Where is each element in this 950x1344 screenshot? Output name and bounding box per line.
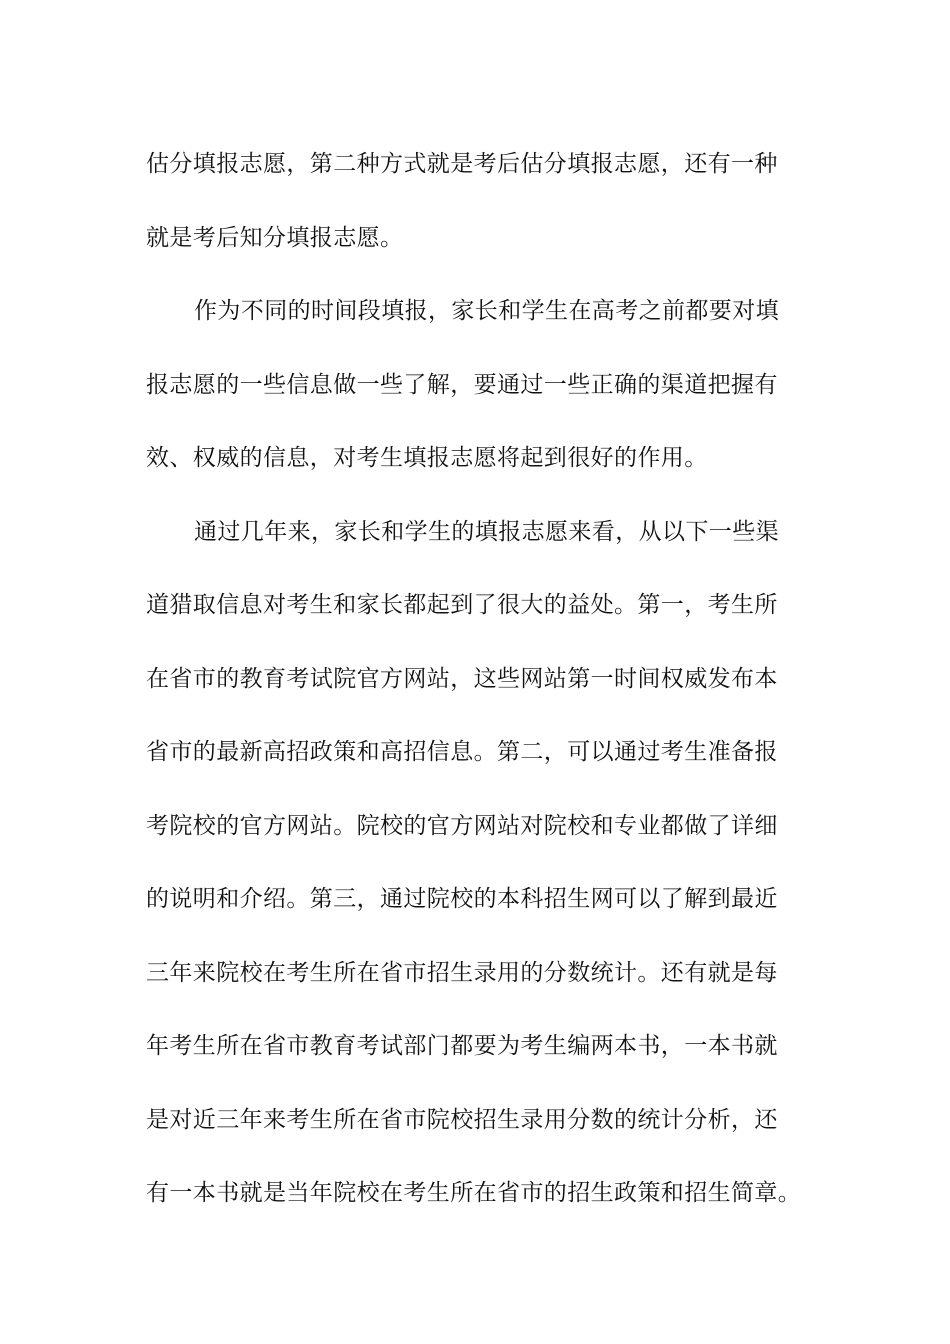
paragraph-start-line: 作为不同的时间段填报，家长和学生在高考之前都要对填 <box>194 298 779 324</box>
text-line: 年考生所在省市教育考试部门都要为考生编两本书，一本书就 <box>146 1033 778 1059</box>
text-line: 省市的最新高招政策和高招信息。第二，可以通过考生准备报 <box>146 739 778 765</box>
text-line: 报志愿的一些信息做一些了解，要通过一些正确的渠道把握有 <box>146 371 778 398</box>
text-line: 道猎取信息对考生和家长都起到了很大的益处。第一，考生所 <box>146 592 778 618</box>
text-line: 考院校的官方网站。院校的官方网站对院校和专业都做了详细 <box>146 812 778 839</box>
paragraph-start-line: 通过几年来，家长和学生的填报志愿来看，从以下一些渠 <box>194 518 779 545</box>
text-line: 效、权威的信息，对考生填报志愿将起到很好的作用。 <box>146 445 708 471</box>
text-line: 估分填报志愿，第二种方式就是考后估分填报志愿，还有一种 <box>146 151 778 177</box>
text-line: 有一本书就是当年院校在考生所在省市的招生政策和招生简章。 <box>146 1180 802 1206</box>
text-line: 就是考后知分填报志愿。 <box>146 224 404 251</box>
text-line: 的说明和介绍。第三，通过院校的本科招生网可以了解到最近 <box>146 886 778 912</box>
body-text <box>146 128 806 1231</box>
text-line: 是对近三年来考生所在省市院校招生录用分数的统计分析，还 <box>146 1106 778 1133</box>
text-line: 在省市的教育考试院官方网站，这些网站第一时间权威发布本 <box>146 665 778 692</box>
text-line: 三年来院校在考生所在省市招生录用的分数统计。还有就是每 <box>146 959 778 986</box>
